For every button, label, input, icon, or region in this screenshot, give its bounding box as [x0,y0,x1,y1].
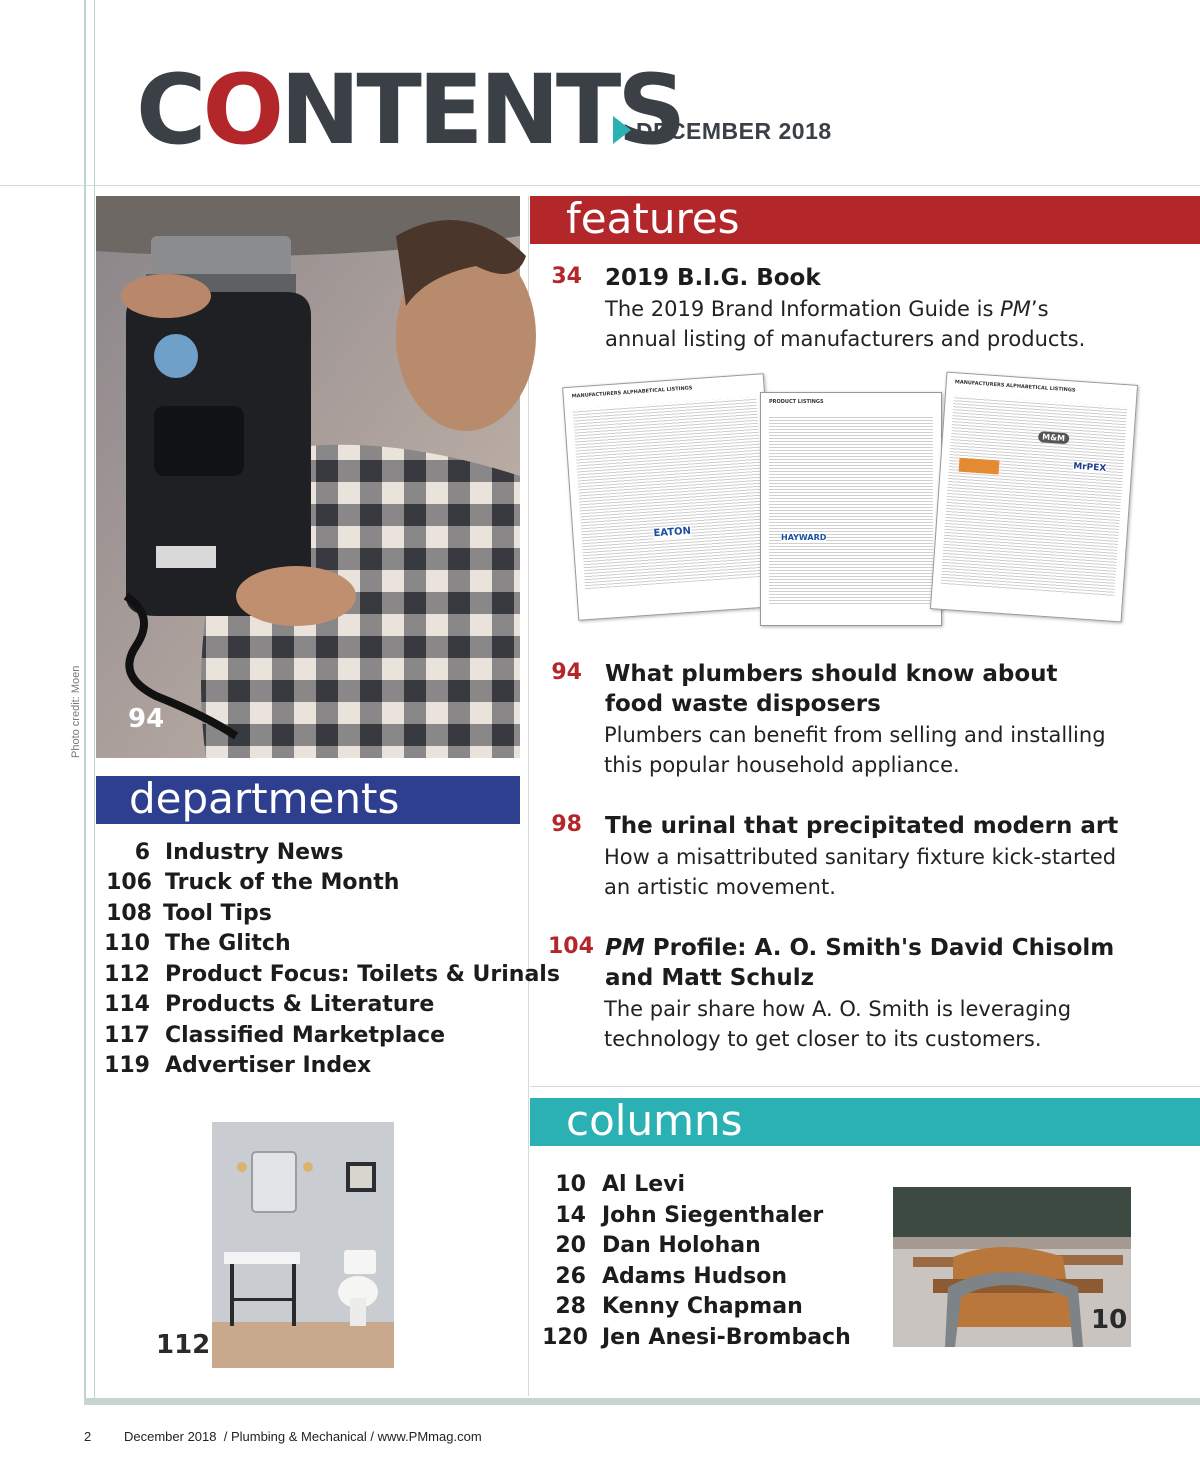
feature-title[interactable]: 2019 B.I.G. Book [605,265,821,291]
feature-description: Plumbers can benefit from selling and installing this popular household appliance. [604,723,1106,777]
big-book-listings-image [560,370,1140,632]
departments-list [100,838,560,1088]
columns-list [540,1170,870,1360]
columns-heading: columns [566,1096,743,1145]
header-rule [0,185,1200,186]
column-item[interactable]: 120 Jen Anesi-Brombach [542,1325,851,1350]
eaton-logo: EATON [653,525,692,540]
feature-title[interactable]: The urinal that precipitated modern art [605,813,1119,839]
classroom-photo-page-number: 10 [1091,1305,1128,1335]
bathroom-photo-illustration [212,1122,394,1368]
disposer-photo-illustration [96,196,520,758]
mrpex-logo: MrPEX [1072,461,1107,474]
photo-credit: Photo credit: Moen [70,665,82,758]
feature-description: How a misattributed sanitary fixture kick-started an artistic movement. [604,845,1117,899]
footer-publication-info: December 2018 / Plumbing & Mechanical / www.PMmag.com [124,1429,482,1444]
hayward-logo: HAYWARD [781,533,827,542]
disposer-photo [96,196,520,758]
footer-page-number: 2 [84,1429,92,1444]
bathroom-photo-page-number: 112 [156,1330,211,1360]
date-arrow-icon [613,116,631,144]
feature-title[interactable]: PM Profile: A. O. Smith's David Chisolm and Matt Schulz [605,935,1115,991]
column-item[interactable]: 20 Dan Holohan [555,1233,761,1258]
disposer-photo-page-number: 94 [128,704,165,734]
bathroom-photo [156,1122,394,1368]
feature-page-number: 94 [551,660,582,685]
column-item[interactable]: 28 Kenny Chapman [555,1294,803,1319]
columns-section-header [530,1098,1200,1146]
feature-page-number: 98 [551,812,582,837]
department-item[interactable]: 6 Industry News [134,840,344,865]
departments-section-header [96,776,520,824]
department-item[interactable]: 119 Advertiser Index [104,1053,372,1078]
left-margin-line-inner [94,0,95,1405]
classroom-photo [893,1187,1131,1347]
column-item[interactable]: 10 Al Levi [555,1172,686,1197]
feature-title[interactable]: What plumbers should know about food waste disposers [605,661,1058,717]
issue-date: DECEMBER 2018 [636,118,832,144]
features-section-header [530,196,1200,244]
column-item[interactable]: 14 John Siegenthaler [555,1203,824,1228]
page-title: CONTENTS [136,54,683,166]
mm-logo: M&M [1038,431,1070,444]
department-item[interactable]: 106 Truck of the Month [106,870,400,895]
department-item[interactable]: 114 Products & Literature [104,992,435,1017]
feature-page-number: 34 [551,264,582,289]
feature-description: The pair share how A. O. Smith is leveraging technology to get closer to its customers. [604,997,1072,1051]
left-margin-line [84,0,86,1405]
department-item[interactable]: 110 The Glitch [104,931,291,956]
feature-page-number: 104 [548,934,594,959]
columns-top-rule [530,1086,1200,1087]
listing-page-2: PRODUCT LISTINGS HAYWARD [760,392,942,626]
departments-heading: departments [129,774,400,823]
listing-page-3: MANUFACTURERS ALPHABETICAL LISTINGS M&M MrPEX [930,372,1138,623]
bottom-rule [84,1398,1200,1405]
features-heading: features [566,194,740,243]
department-item[interactable]: 112 Product Focus: Toilets & Urinals [104,962,560,987]
feature-description: The 2019 Brand Information Guide is PM’s annual listing of manufacturers and products. [605,297,1086,351]
department-item[interactable]: 108 Tool Tips [106,901,272,926]
column-item[interactable]: 26 Adams Hudson [555,1264,787,1289]
orange-logo-block [959,458,1000,475]
listing-page-1: MANUFACTURERS ALPHABETICAL LISTINGS EATON [562,373,780,621]
department-item[interactable]: 117 Classified Marketplace [104,1023,446,1048]
